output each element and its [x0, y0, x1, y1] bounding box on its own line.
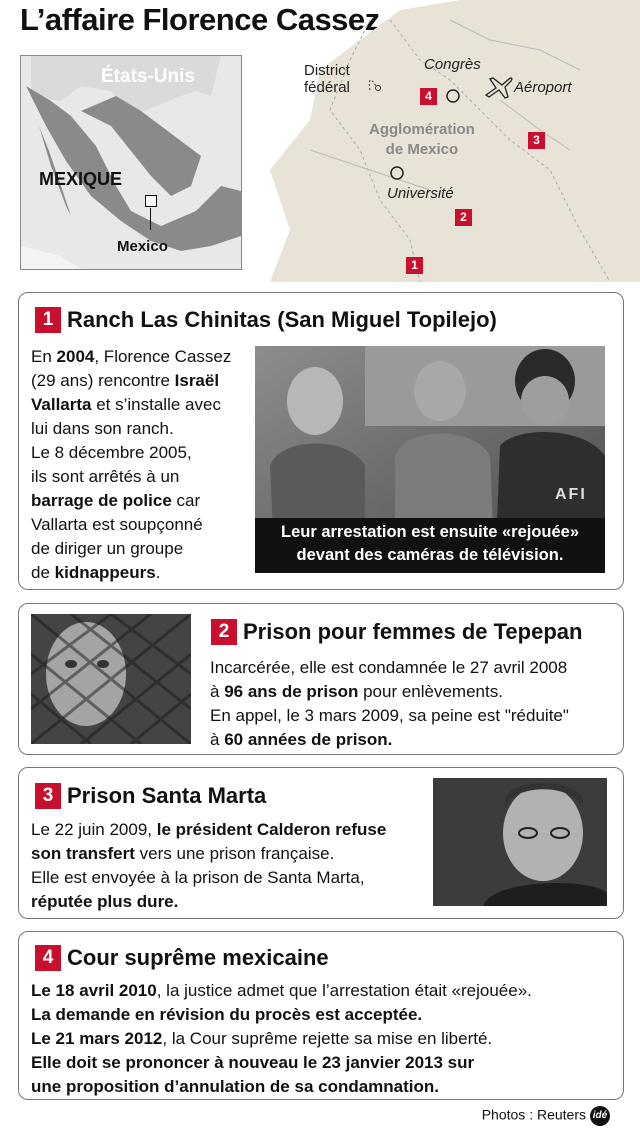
- mexico-city-square: [145, 195, 157, 207]
- map-marker-3: 3: [528, 132, 545, 149]
- airplane-icon: [484, 73, 514, 106]
- section-3-text: Le 22 juin 2009, le président Calderon refuse son transfert vers une prison française. Elle est envoyée à la prison de Santa Marta, réputée plus dure.: [31, 820, 387, 911]
- section-4-heading: [35, 944, 329, 971]
- agglomeration-label: Agglomération: [369, 121, 475, 138]
- section-2-heading: [211, 618, 582, 645]
- section-2-number: 2: [211, 619, 237, 645]
- inset-map: [20, 55, 242, 270]
- congres-label: Congrès: [424, 56, 481, 73]
- district-label: District: [304, 62, 350, 79]
- photo-caption: Leur arrestation est ensuite «rejouée» devant des caméras de télévision.: [255, 518, 605, 573]
- section-1-heading: [35, 306, 497, 333]
- section-1-text: En 2004, Florence Cassez (29 ans) rencontre Israël Vallarta et s’installe avec lui dans son ranch. Le 8 décembre 2005, ils sont arrêtés à un barrage de police car Vallarta est soupçonné de diriger un groupe de kidnappeurs.: [31, 347, 232, 582]
- section-1-number: 1: [35, 307, 61, 333]
- map-marker-4: 4: [420, 88, 437, 105]
- aeroport-label: Aéroport: [514, 79, 572, 96]
- map-marker-2: 2: [455, 209, 472, 226]
- section-4-text: Le 18 avril 2010, la justice admet que l’arrestation était «rejouée». La demande en révision du procès est acceptée. Le 21 mars 2012, la Cour suprême rejette sa mise en liberté. Elle doit se prononcer à nouveau le 23 janvier 2013 sur une proposition d’annulation de sa condamnation.: [31, 981, 532, 1096]
- mexico-city-leader: [150, 208, 151, 230]
- mexique-label: MEXIQUE: [39, 169, 123, 189]
- page-title: L’affaire Florence Cassez: [20, 2, 380, 37]
- mexico-city-label: Mexico: [117, 238, 168, 255]
- usa-label: États-Unis: [101, 66, 195, 87]
- afi-text: AFI: [555, 486, 587, 503]
- section-2-text: Incarcérée, elle est condamnée le 27 avril 2008 à 96 ans de prison pour enlèvements. En appel, le 3 mars 2009, sa peine est "réduite" à 60 années de prison.: [210, 658, 569, 749]
- map-marker-1: 1: [406, 257, 423, 274]
- section-2-title: Prison pour femmes de Tepepan: [243, 619, 583, 645]
- universite-label: Université: [387, 185, 454, 202]
- section-4-card: [18, 931, 624, 1100]
- calderon-photo: [433, 778, 607, 906]
- section-4-title: Cour suprême mexicaine: [67, 945, 329, 971]
- ide-logo: idé: [590, 1106, 610, 1126]
- section-2-card: [18, 603, 624, 755]
- section-3-heading: [35, 782, 266, 809]
- credit-text: Photos : Reuters: [481, 1106, 586, 1123]
- section-3-card: [18, 767, 624, 919]
- section-4-number: 4: [35, 945, 61, 971]
- agglomeration-label-2: de Mexico: [385, 141, 459, 158]
- section-1-title: Ranch Las Chinitas (San Miguel Topilejo): [67, 307, 497, 333]
- section-3-title: Prison Santa Marta: [67, 783, 267, 809]
- section-1-card: [18, 292, 624, 590]
- district-label-2: fédéral: [304, 79, 350, 96]
- photo-credit: [482, 1106, 610, 1126]
- section-3-number: 3: [35, 783, 61, 809]
- cassez-photo: [31, 614, 191, 744]
